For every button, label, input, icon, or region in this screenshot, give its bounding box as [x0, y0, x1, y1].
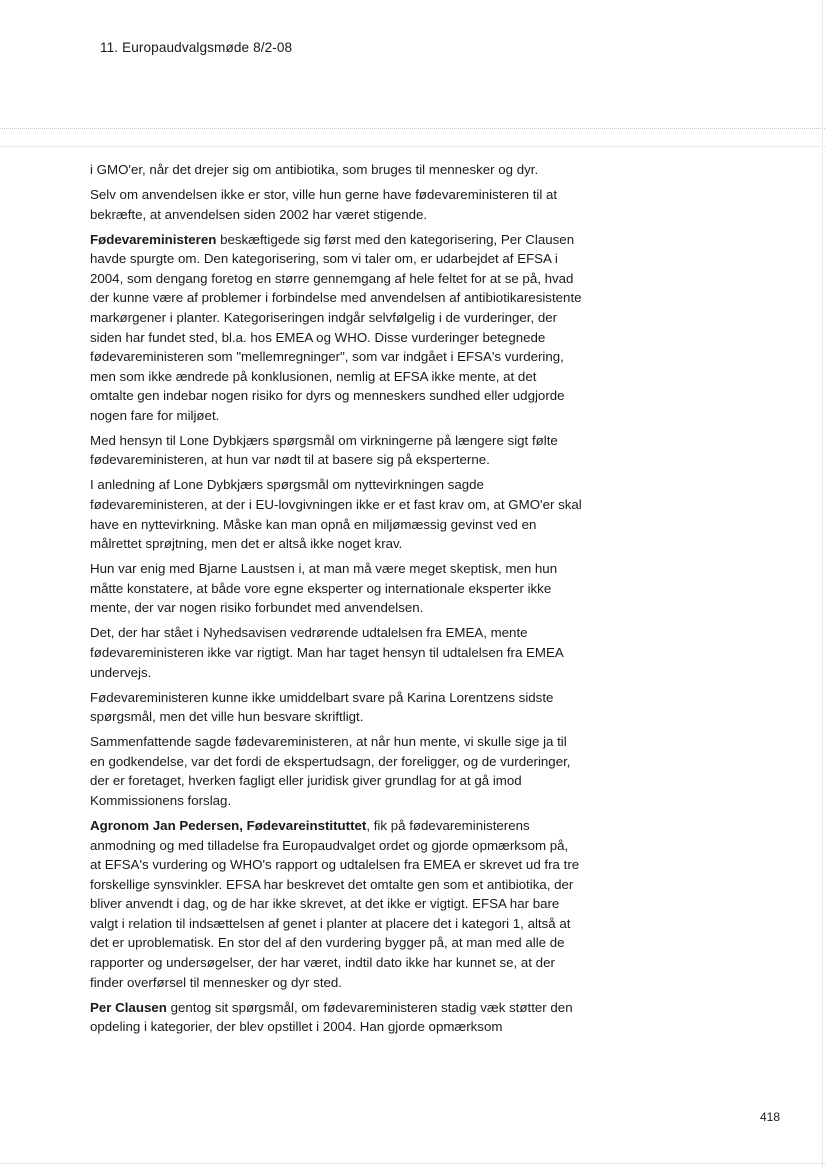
- paragraph: [90, 160, 582, 180]
- paragraph-text: , fik på fødevareministerens anmodning og med tilladelse fra Europaudvalget ordet og gjorde opmærksom på, at EFSA's vurdering og WHO's rapport og udtalelsen fra EMEA er skrevet ud fra tre forskellige synsvinkler. EFSA har beskrevet det omtalte gen som et antibiotika, der bliver anvendt i dag, og de har ikke skrevet, at det ikke er vigtigt. EFSA har bare valgt i relation til indsættelsen af genet i planter at placere det i kategori 1, altså at det er uproblematisk. En stor del af den vurdering bygger på, at man med alle de rapporter og undersøgelser, der har været, indtil dato ikke har kunnet se, at der finder overførsel til mennesker og dyr sted.: [90, 817, 580, 990]
- paragraph: [90, 230, 582, 426]
- paragraph-text: Selv om anvendelsen ikke er stor, ville hun gerne have fødevareministeren til at bekræfte, at anvendelsen siden 2002 har været stigende.: [90, 186, 558, 222]
- paragraph: [90, 732, 582, 810]
- paragraph-text: Hun var enig med Bjarne Laustsen i, at man må være meget skeptisk, men hun måtte konstatere, at både vore egne eksperter og internationale eksperter ikke mente, der var nogen risiko forbundet med anvendelsen.: [90, 561, 558, 616]
- paragraph: [90, 185, 582, 224]
- paragraph: [90, 688, 582, 727]
- body-text: [90, 160, 582, 1042]
- paragraph: [90, 816, 582, 992]
- speaker-name: Agronom Jan Pedersen, Fødevareinstituttet: [90, 817, 367, 833]
- scan-artifact-line: [0, 146, 825, 147]
- scan-edge-line: [822, 0, 823, 1167]
- scan-edge-line: [0, 1163, 825, 1164]
- speaker-name: Fødevareministeren: [90, 231, 217, 247]
- paragraph-text: I anledning af Lone Dybkjærs spørgsmål om nyttevirkningen sagde fødevareministeren, at der i EU-lovgivningen ikke er et fast krav om, at GMO'er skal have en nyttevirkning. Måske kan man opnå en miljømæssig gevinst ved en målrettet sprøjtning, men det er altså ikke noget krav.: [90, 477, 582, 552]
- paragraph: [90, 475, 582, 553]
- paragraph-text: Med hensyn til Lone Dybkjærs spørgsmål om virkningerne på længere sigt følte fødevareministeren, at hun var nødt til at basere sig på eksperterne.: [90, 432, 558, 468]
- paragraph: [90, 623, 582, 682]
- page-header: 11. Europaudvalgsmøde 8/2-08: [100, 40, 293, 55]
- speaker-name: Per Clausen: [90, 999, 167, 1015]
- paragraph-text: Det, der har stået i Nyhedsavisen vedrørende udtalelsen fra EMEA, mente fødevareministeren ikke var rigtigt. Man har taget hensyn til udtalelsen fra EMEA undervejs.: [90, 625, 564, 680]
- paragraph: [90, 431, 582, 470]
- paragraph-text: i GMO'er, når det drejer sig om antibiotika, som bruges til mennesker og dyr.: [90, 162, 539, 177]
- paragraph-text: gentog sit spørgsmål, om fødevareministeren stadig væk støtter den opdeling i kategorier, der blev opstillet i 2004. Han gjorde opmærksom: [90, 999, 573, 1035]
- paragraph: [90, 998, 582, 1037]
- paragraph-text: Fødevareministeren kunne ikke umiddelbart svare på Karina Lorentzens sidste spørgsmål, men det ville hun besvare skriftligt.: [90, 689, 554, 725]
- paragraph: [90, 559, 582, 618]
- page-number: 418: [760, 1110, 781, 1124]
- paragraph-text: beskæftigede sig først med den kategorisering, Per Clausen havde spurgte om. Den kategorisering, som vi taler om, er udarbejdet af EFSA i 2004, som dengang foretog en større gennemgang af hele feltet for at se på, hvad der kunne være af problemer i forbindelse med anvendelsen af antibiotikaresistente markørgener i planter. Kategoriseringen indgår selvfølgelig i de vurderinger, der siden har fundet sted, bl.a. hos EMEA og WHO. Disse vurderinger betegnede fødevareministeren som "mellemregninger", som var indgået i EFSA's vurdering, men som ikke ændrede på konklusionen, nemlig at EFSA ikke mente, at det omtalte gen indebar nogen risiko for dyrs og menneskers sundhed eller udgjorde nogen fare for miljøet.: [90, 231, 582, 423]
- paragraph-text: Sammenfattende sagde fødevareministeren, at når hun mente, vi skulle sige ja til en godkendelse, var det fordi de ekspertudsagn, der foreligger, og de vurderinger, der er foretaget, hverken fagligt eller juridisk giver grundlag for at gå imod Kommissionens forslag.: [90, 734, 571, 808]
- scan-artifact-line: [0, 128, 825, 129]
